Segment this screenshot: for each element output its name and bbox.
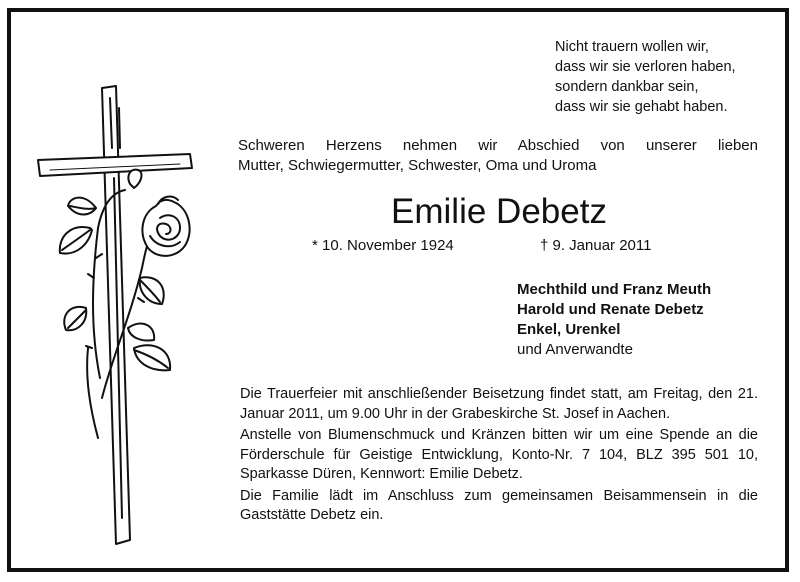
donation-paragraph: Anstelle von Blumenschmuck und Kränzen bitten wir um eine Spende an die Förderschule für Geistige Entwicklung, Konto-Nr. 7 104, BLZ 395 501 10, Sparkasse Düren, Kennwort: Emilie Debetz. [240,427,758,482]
poem-line: sondern dankbar sein, [555,79,699,95]
intro-line: Schweren Herzens nehmen wir Abschied von unserer lieben [238,137,758,154]
poem-line: dass wir sie verloren haben, [555,59,736,75]
funeral-notice [240,385,758,526]
cross-with-rose-icon [30,78,210,558]
funeral-paragraph: Die Trauerfeier mit anschließender Beisetzung findet statt, am Freitag, den 21. Januar 2011, um 9.00 Uhr in der Grabeskirche St. Josef in Aachen. [240,386,758,422]
death-date: † 9. Januar 2011 [540,237,652,254]
birth-date: * 10. November 1924 [312,237,454,254]
intro-line: Mutter, Schwiegermutter, Schwester, Oma und Uroma [238,157,597,174]
deceased-name: Emilie Debetz [391,192,607,231]
gathering-paragraph: Die Familie lädt im Anschluss zum gemeinsamen Beisammensein in die Gaststätte Debetz ein. [240,487,758,523]
mourner-name: Harold und Renate Debetz [517,301,704,318]
poem-line: dass wir sie gehabt haben. [555,99,728,115]
mourner-relatives: und Anverwandte [517,341,633,358]
mourner-name: Mechthild und Franz Meuth [517,281,712,298]
mourner-name: Enkel, Urenkel [517,321,621,338]
poem-line: Nicht trauern wollen wir, [555,39,709,55]
poem [555,37,736,117]
mourners-list [517,280,711,360]
intro-text [238,136,758,176]
